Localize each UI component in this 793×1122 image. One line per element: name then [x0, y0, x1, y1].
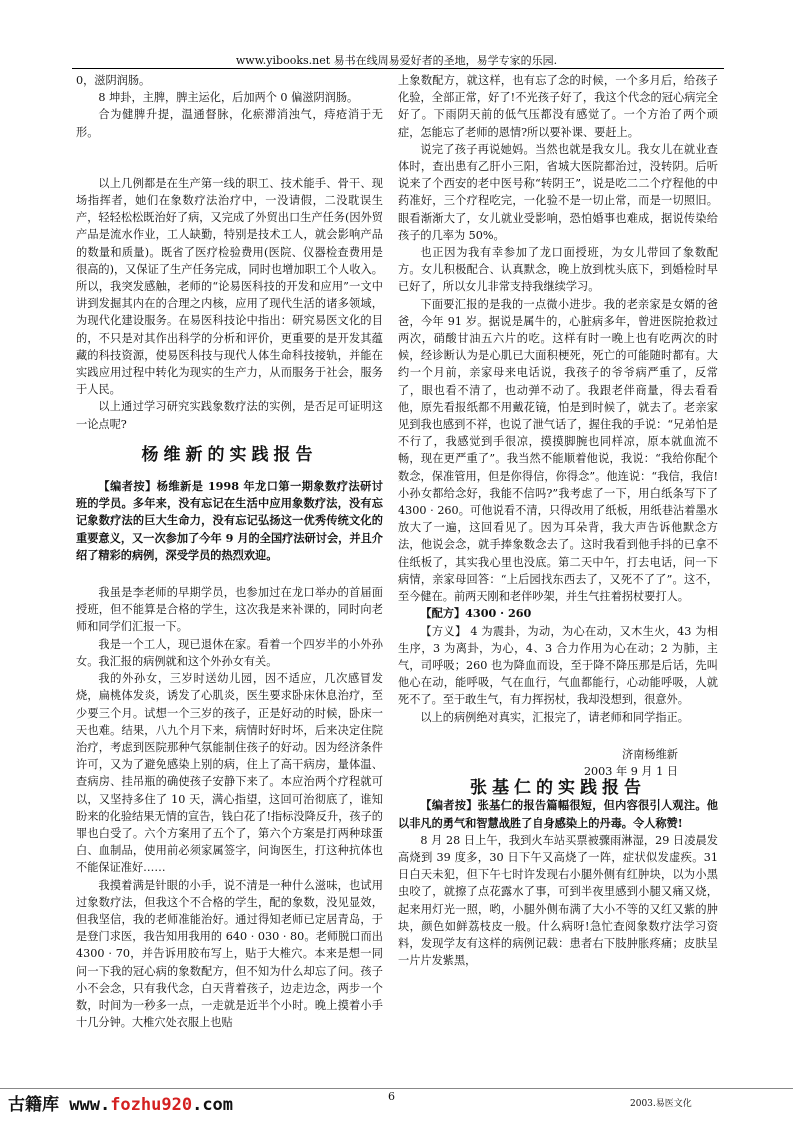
spacer — [76, 564, 383, 584]
footer-rule — [0, 1088, 793, 1089]
paragraph: 说完了孩子再说她妈。当然也就是我女儿。我女儿在就业查体时，查出患有乙肝小三阳，省城大医院都治过，没转阴。后听说来了个西安的老中医号称“转阴王”，说是吃二二个疗程他的中药准好，三个疗程吃完，一化验不是一切止常，而是一切照旧。眼看渐渐大了，女儿就业受影响，恐怕婚事也难成，据说传染给孩子的几率为 50%。 — [398, 142, 718, 242]
editor-note-text: 杨维新是 1998 年龙口第一期象数疗法研讨班的学员。多年来，没有忘记在生活中应用象数疗法，没有忘记象数疗法的巨大生命力，没有忘记弘扬这一优秀传统文化的重要意义，又一次参加了今年 9 月的全国疗法研讨会，并且介绍了精彩的病例，深受学员的热烈欢迎。 — [76, 479, 383, 562]
editor-note — [398, 797, 718, 831]
page-number: 6 — [388, 1090, 395, 1103]
editor-note — [76, 478, 383, 564]
paragraph: 也正因为我有幸参加了龙口面授班，为女儿带回了象数配方。女儿积极配合、认真默念，晚上放到枕头底下，到婚检时早已好了，所以女儿非常支持我继续学习。 — [398, 246, 718, 294]
article-title-yang: 杨维新的实践报告 — [141, 444, 318, 465]
page-header: www.yibooks.net 易书在线周易爱好者的圣地，易学专家的乐园. — [235, 54, 558, 67]
paragraph: 以上的病例绝对真实，汇报完了，请老师和同学指正。 — [420, 710, 689, 724]
method-tag: 【方义】 — [420, 624, 467, 638]
editor-note-text: 张基仁的报告篇幅很短，但内容很引人观注。他以非凡的勇气和智慧战胜了自身感染上的丹毒。令人称赞! — [398, 798, 718, 830]
paragraph: 8 月 28 日上午，我到火车站买票被骤雨淋湿，29 日凌晨发高烧到 39 度多，30 日下午又高烧了一阵，症状似发虚疾。31 日白天未犯，但下午七时许发现右小腿外侧有红肿块，以为小黑虫咬了，就擦了点花露水了事，可到半夜里感到小腿又痛又烧，起来用灯光一照，哟，小腿外侧布满了大小不等的又红又紫的肿块，颜色如鲜荔枝皮一般。什么病呀!急忙查阅象数疗法学习资料，发现学友有这样的病例记载：患者右下肢肿胀疼痛；皮肤呈一片片发紫黑， — [398, 833, 718, 968]
paragraph: 合为健脾升提，温通督脉，化瘀滞消浊气，痔疮消于无形。 — [76, 108, 383, 139]
paragraph: 以上几例都是在生产第一线的职工、技术能手、骨干、现场指挥者，她们在象数疗法治疗中，一没请假，二没耽误生产，轻轻松松既治好了病，又完成了外贸出口生产任务(因外贸产品是流水作业，工人缺勤，特别是技术工人，就会影响产品的数量和质量)。既省了医疗检验费用(医院、仪器检查费用是很高的)，又保证了生产任务完成，同时也增加职工个人收入。所以，我突发感触，老师的“论易医科技的开发和应用”一文中讲到发掘其内在的合理之内核，应用了现代生活的诸多领域，为现代化建设服务。在易医科技论中指出：研究易医文化的目的，不只是对其作出科学的分析和评价，更重要的是开发其蕴藏的科技资源，使易医科技与现代人体生命科技接轨，并能在实践应用过程中转化为现实的生产力，从而服务于社会，服务于人民。 — [76, 176, 383, 397]
method-text: 4 为震卦，为动，为心在动，又木生火，43 为相生序，3 为离卦，为心，4、3 合力作用为心在动；2 为肺，主气，司呼吸；260 也为降血而设，至于降不降压那是后话，先叫他心在动，能呼吸，气在血行，气血都能行，心动能呼吸，人就死不了。至于敢生气，有力挥拐杖，我却没想到，很意外。 — [398, 624, 718, 707]
header-rule — [72, 68, 724, 69]
article-title-zhang: 张基仁的实践报告 — [470, 778, 646, 799]
left-column — [76, 72, 383, 1031]
signature-date: 2003 年 9 月 1 日 — [583, 764, 678, 778]
right-column — [398, 72, 718, 969]
editor-note-tag: 【编者按】 — [98, 479, 157, 494]
spacer — [398, 726, 718, 746]
paragraph: 我是一个工人，现已退休在家。看着一个四岁半的小外孙女。我汇报的病例就和这个外孙女有关。 — [76, 637, 383, 668]
paragraph: 下面要汇报的是我的一点微小进步。我的老亲家是女婿的爸爸，今年 91 岁。据说是属牛的，心脏病多年，曾进医院抢救过两次，硝酸甘油五六片的吃。这样有时一晚上也有吃两次的时候，经诊断认为是心肌已大面积梗死，死亡的可能随时都有。大约一个月前，亲家母来电话说，我孩子的爷爷病严重了，反常了，眼也看不清了，也动弹不动了。我跟老伴商量，得去看看他，原先看报纸都不用戴花镜，怕是到时候了，就去了。老亲家见到我也感到不祥，也说了泄气话了，握住我的手说：“兄弟怕是不行了，我感觉到手很凉，摸摸脚腕也同样凉，原本就血流不畅，现在更严重了”。我当然不能顺着他说，我说：“我给你配个数念，保准管用，但是你得信，你得念”。他连说：“我信，我信!小孙女都给念好，我能不信吗?”我考虑了一下，用白纸条写下了 4300 · 260。可他说看不清，只得改用了纸板，用纸巷沾着墨水放大了一遍，这回看见了。因为耳朵背，我大声告诉他默念方法，他说会念，就手捧象数念去了。这时我看到他手抖的已拿不住纸板了，其实我心里也没底。第二天中午，打去电话，问一下病情，亲家母回答：“上后园找东西去了，又死不了了”。这不，至今健在。前两天刚和老伴吵架，并生气拄着拐杖要打人。 — [398, 297, 718, 604]
paragraph: 我的外孙女，三岁时送幼儿园，因不适应，几次感冒发烧，扁桃体发炎，诱发了心肌炎，医生要求卧床休息治疗，至少要三个月。试想一个三岁的孩子，正是好动的时候，卧床一天也难。结果，八九个月下来，病情时好时坏，后来决定住院治疗，考虑到医院那种气氛能制住孩子的好动。因为经济条件许可，又为了避免感染上别的病，住上了高干病房，量体温、查病房、挂吊瓶的确使孩子安静下来了。本应治两个疗程就可以，又坚持多住了 10 天，满心指望，这回可治彻底了，谁知盼来的化验结果无情的宣告，钱白花了!指标没降反升，孩子的罪也白受了。六个方案用了五个了，第六个方案是打两种球蛋白、血制品，使用前必须家属签字，问询医生，打这种抗体也不能保证准好…… — [76, 672, 383, 875]
paragraph: 我摸着满是针眼的小手，说不清是一种什么滋味，也试用过象数疗法，但我这个不合格的学生，配的象数，没见显效，但我坚信，我的老师准能治好。通过得知老师已定居青岛，于是登门求医，我告知用我用的 640 · 030 · 80。老师脱口而出 4300 · 70，并告诉用胶布写上，贴于大椎穴。本来是想一同问一下我的冠心病的象数配方，但不知为什么却忘了问。孩子小不会念，只有我代念，白天背着孩子，边走边念，两步一个数，时间为一秒多一点，一走就是近半个小时。晚上摸着小手十几分钟。大椎穴处衣服上也贴 — [76, 878, 383, 1030]
paragraph: 以上通过学习研究实践象数疗法的实例，是否足可证明这一论点呢? — [76, 400, 383, 431]
spacer — [76, 141, 383, 175]
paragraph: 我虽是李老师的早期学员，也参加过在龙口举办的首届面授班，但不能算是合格的学生，这次我是来补课的，同时向老师和同学们汇报一下。 — [76, 586, 383, 634]
method-paragraph — [398, 623, 718, 709]
footer-site-link[interactable] — [8, 1090, 233, 1115]
footer-site-domain: fozhu920 — [110, 1095, 193, 1115]
footer-publication: 2003.易医文化 — [630, 1099, 692, 1109]
signature-name: 济南杨维新 — [622, 747, 678, 761]
editor-note-tag: 【编者按】 — [420, 798, 478, 813]
paragraph: 8 坤卦，主脾，脾主运化，后加两个 0 偏滋阴润肠。 — [98, 91, 359, 105]
footer-site-suffix: .com — [192, 1095, 234, 1115]
paragraph: 0，滋阴润肠。 — [76, 74, 151, 87]
paragraph: 上象数配方，就这样，也有忘了念的时候，一个多月后，给孩子化验，全部正常，好了!不光孩子好了，我这个代念的冠心病完全好了。下雨阴天前的低气压都没有感觉了。一个方治了两个顽症，怎能忘了老师的恩情?所以要补课、要赶上。 — [398, 74, 718, 139]
footer-site-prefix: 古籍库 www. — [8, 1095, 111, 1115]
formula: 【配方】4300 · 260 — [420, 606, 532, 621]
